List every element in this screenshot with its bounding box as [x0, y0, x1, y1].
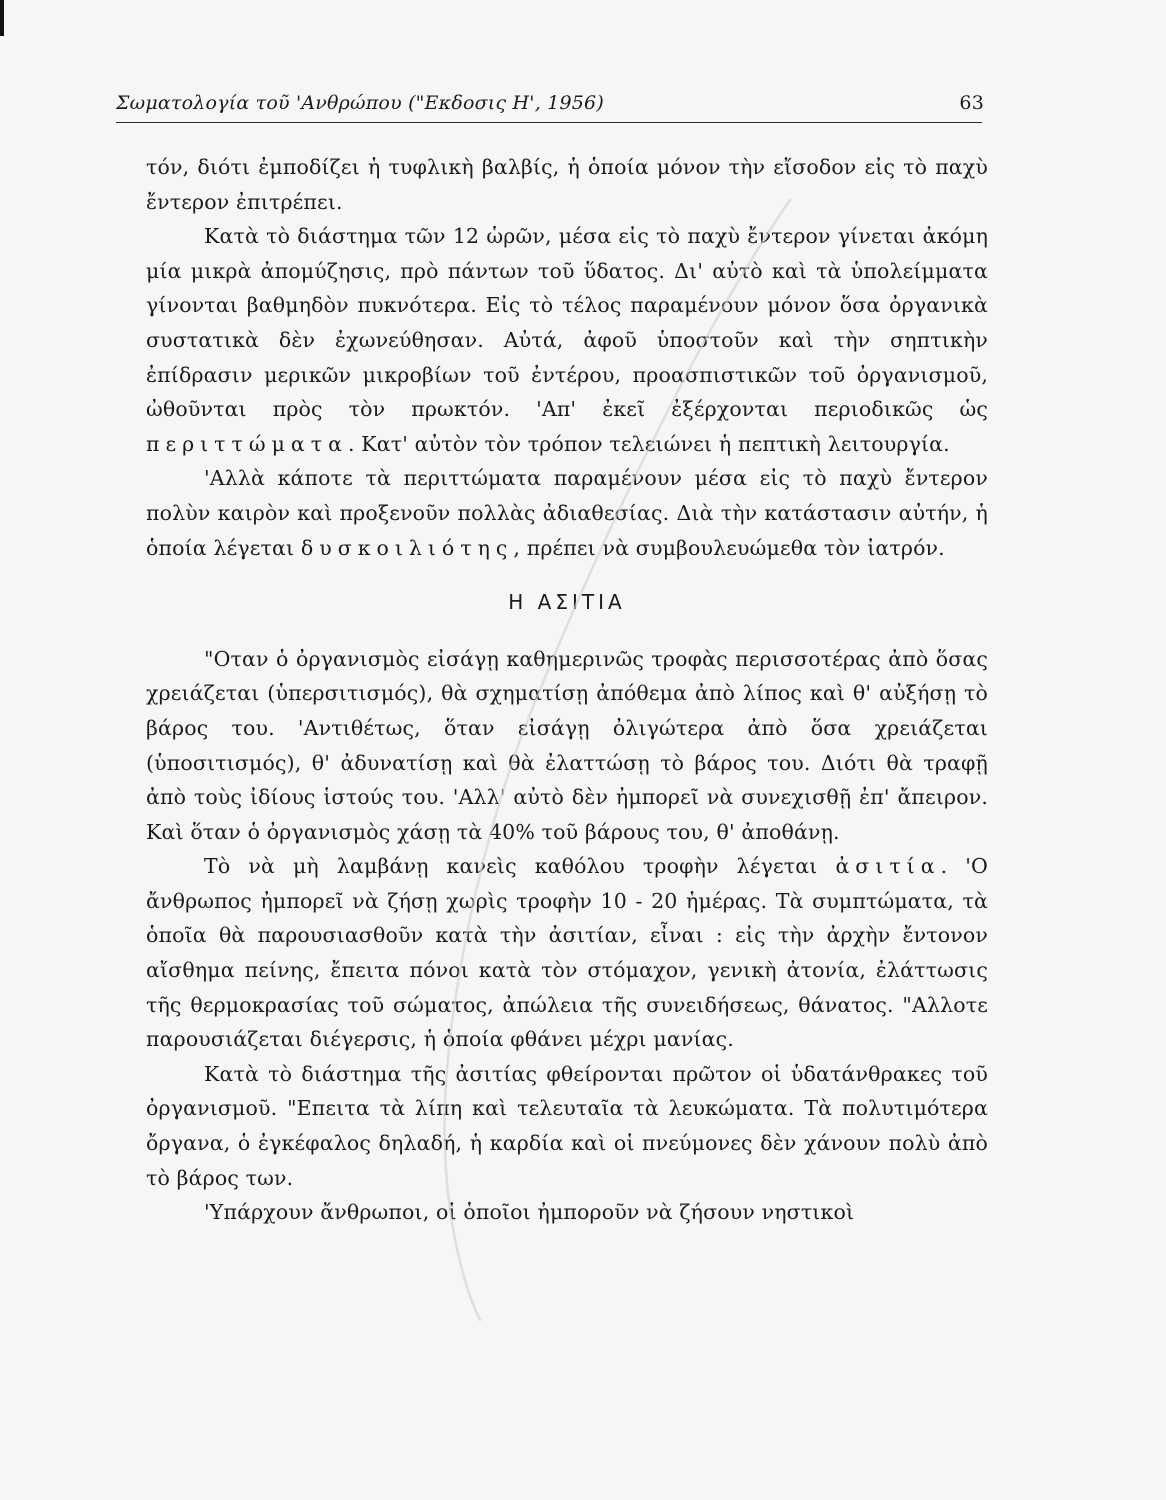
body-text [146, 150, 988, 1230]
page-number: 63 [959, 92, 984, 114]
emphasized-term: ἀσιτία [835, 854, 941, 879]
paragraph-constipation [146, 461, 988, 565]
paragraph-nutrition: "Οταν ὁ ὀργανισμὸς εἰσάγῃ καθημερινῶς τροφὰς περισσοτέρας ἀπὸ ὅσας χρειάζεται (ὑπερσιτισμός), θὰ σχηματίσῃ ἀπόθεμα ἀπὸ λίπος καὶ θ' αὐξήσῃ τὸ βάρος του. 'Αντιθέτως, ὅταν εἰσάγῃ ὀλιγώτερα ἀπὸ ὅσα χρειάζεται (ὑποσιτισμός), θ' ἀδυνατίσῃ καὶ θὰ ἐλαττώσῃ τὸ βάρος του. Διότι θὰ τραφῇ ἀπὸ τοὺς ἰδίους ἱστούς του. 'Αλλ' αὐτὸ δὲν ἠμπορεῖ νὰ συνεχισθῇ ἐπ' ἄπειρον. Καὶ ὅταν ὁ ὀργανισμὸς χάσῃ τὰ 40% τοῦ βάρους του, θ' ἀποθάνῃ. [146, 646, 988, 844]
section-heading: Η ΑΣΙΤΙΑ [508, 590, 626, 615]
paragraph-text: Τὸ νὰ μὴ λαμβάνῃ κανεὶς καθόλου τροφὴν λέγεται [204, 854, 818, 879]
paragraph-starvation-effects: Κατὰ τὸ διάστημα τῆς ἀσιτίας φθείρονται πρῶτον οἱ ὑδατάνθρακες τοῦ ὀργανισμοῦ. "Επειτα τὰ λίπη καὶ τελευταῖα τὰ λευκώματα. Τὰ πολυτιμότερα ὄργανα, ὁ ἐγκέφαλος δηλαδή, ἡ καρδία καὶ οἱ πνεύμονες δὲν χάνουν πολὺ ἀπὸ τὸ βάρος των. [146, 1061, 988, 1190]
emphasized-term: δυσκοιλιότης [300, 535, 514, 560]
paragraph-continuation: τόν, διότι ἐμποδίζει ἡ τυφλικὴ βαλβίς, ἡ ὁποία μόνον τὴν εἴσοδον εἰς τὸ παχὺ ἔντερον ἐπιτρέπει. [146, 155, 988, 214]
paragraph-digestion-large-intestine [146, 219, 988, 461]
paragraph-text: , πρέπει νὰ συμβουλευώμεθα τὸν ἰατρόν. [513, 535, 945, 560]
running-header [116, 88, 984, 118]
header-rule [116, 122, 982, 123]
paragraph-text: Κατὰ τὸ διάστημα τῶν 12 ὡρῶν, μέσα εἰς τὸ παχὺ ἔντερον γίνεται ἀκόμη μία μικρὰ ἀπομύζησις, πρὸ πάντων τοῦ ὕδατος. Δι' αὐτὸ καὶ τὰ ὑπολείμματα γίνονται βαθμηδὸν πυκνότερα. Εἰς τὸ τέλος παραμένουν μόνον ὅσα ὀργανικὰ συστατικὰ δὲν ἐχωνεύθησαν. Αὐτά, ἀφοῦ ὑποστοῦν καὶ τὴν σηπτικὴν ἐπίδρασιν μερικῶν μικροβίων τοῦ ἐντέρου, προασπιστικῶν τοῦ ὀργανισμοῦ, ὠθοῦνται πρὸς τὸν πρωκτόν. 'Απ' ἐκεῖ ἐξέρχονται περιοδικῶς ὡς [146, 224, 988, 422]
scan-edge-mark [0, 0, 4, 36]
emphasized-term: περιττώματα [146, 431, 348, 456]
paragraph-fasting: 'Υπάρχουν ἄνθρωποι, οἱ ὁποῖοι ἠμποροῦν νὰ ζήσουν νηστικοὶ [204, 1200, 855, 1225]
running-title: Σωματολογία τοῦ 'Ανθρώπου ("Εκδοσις Η', 1956) [116, 92, 604, 114]
paragraph-text: . 'Ο ἄνθρωπος ἠμπορεῖ νὰ ζήσῃ χωρὶς τροφὴν 10 - 20 ἡμέρας. Τὰ συμπτώματα, τὰ ὁποῖα θὰ παρουσιασθοῦν κατὰ τὴν ἀσιτίαν, εἶναι : εἰς τὴν ἀρχὴν ἔντονον αἴσθημα πείνης, ἔπειτα πόνοι κατὰ τὸν στόμαχον, γενικὴ ἀτονία, ἐλάττωσις τῆς θερμοκρασίας τοῦ σώματος, ἀπώλεια τῆς συνειδήσεως, θάνατος. "Αλλοτε παρουσιάζεται διέγερσις, ἡ ὁποία φθάνει μέχρι μανίας. [146, 854, 989, 1052]
paragraph-text: 'Αλλὰ κάποτε τὰ περιττώματα παραμένουν μέσα εἰς τὸ παχὺ ἔντερον πολὺν καιρὸν καὶ προξενοῦν πολλὰς ἀδιαθεσίας. Διὰ τὴν κατάστασιν αὐτήν, ἡ ὁποία λέγεται [146, 466, 988, 560]
paragraph-text: . Κατ' αὐτὸν τὸν τρόπον τελειώνει ἡ πεπτικὴ λειτουργία. [347, 431, 950, 456]
paragraph-starvation [146, 849, 988, 1057]
